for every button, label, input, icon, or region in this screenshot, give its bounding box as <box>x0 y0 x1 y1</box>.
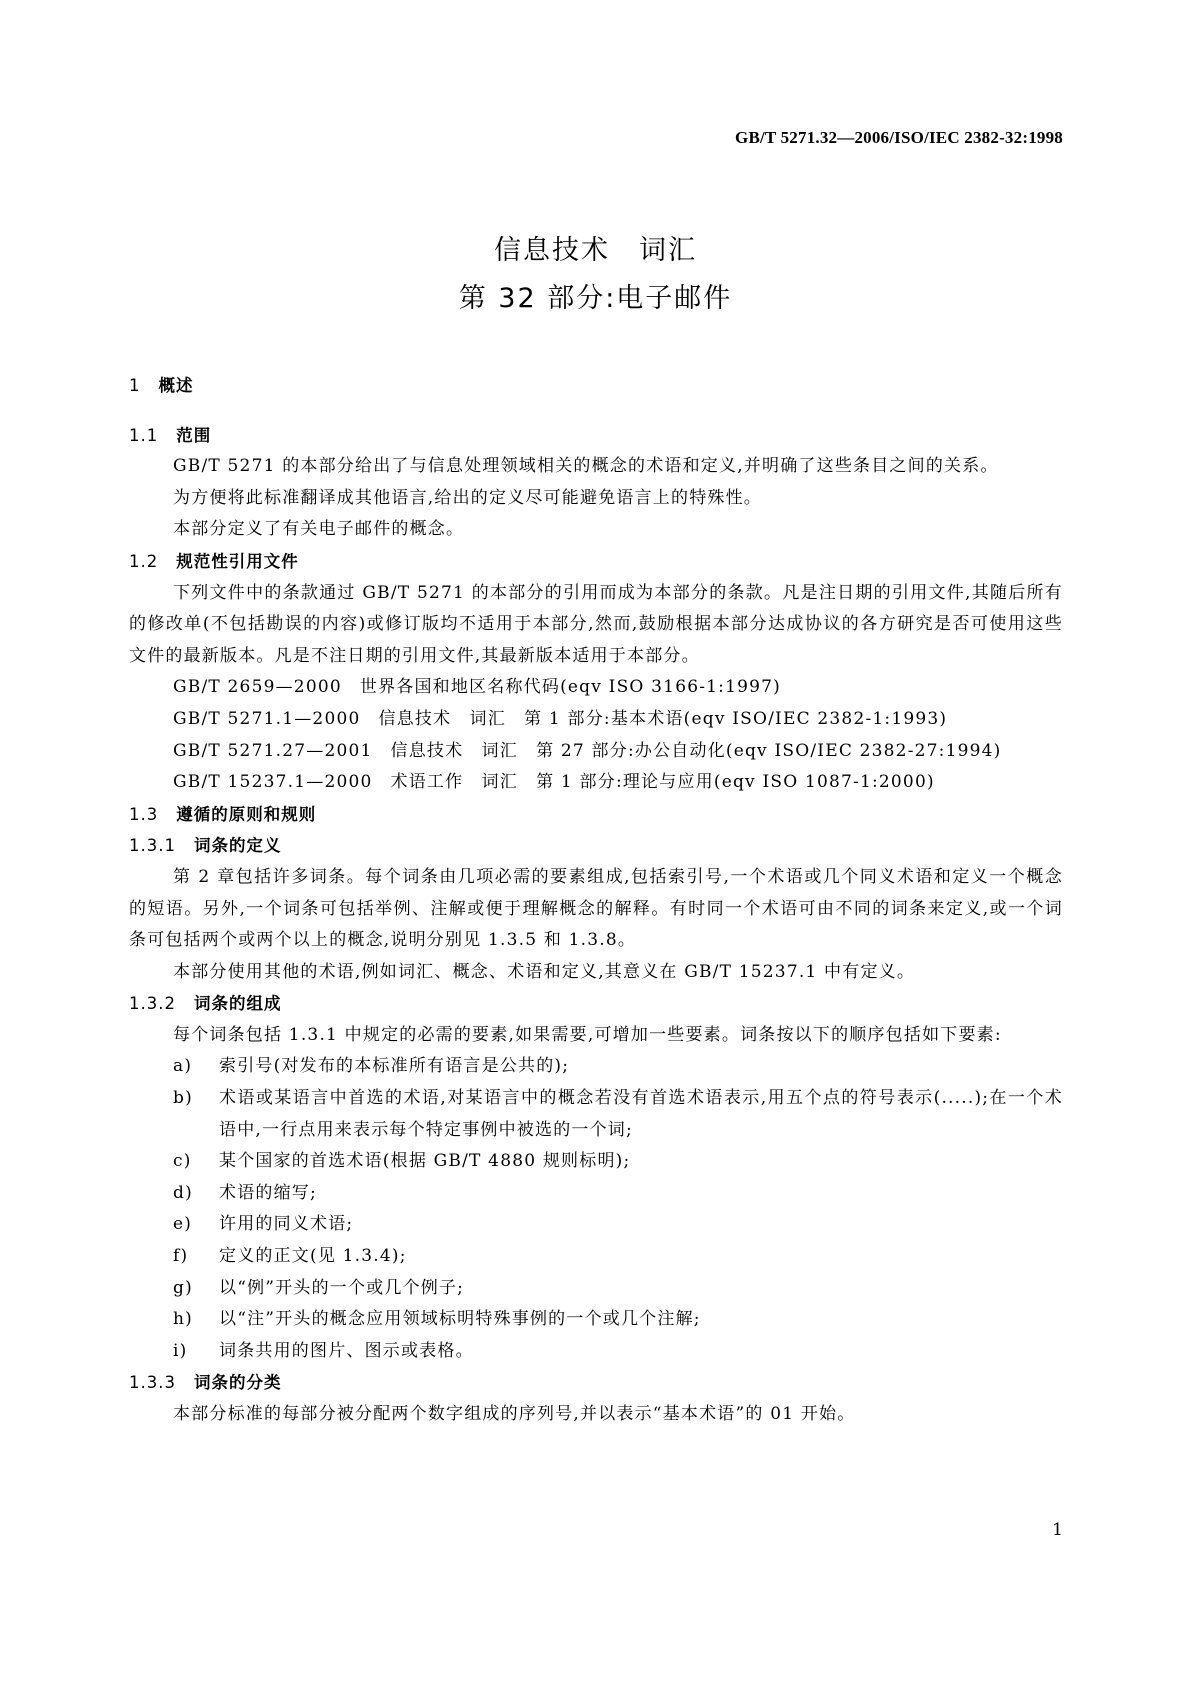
list-item: h) 以“注”开头的概念应用领域标明特殊事例的一个或几个注解; <box>173 1309 701 1330</box>
list-item: b) 术语或某语言中首选的术语,对某语言中的概念若没有首选术语表示,用五个点的符号表示(.....);在一个术语中,一行点用来表示每个特定事例中被选的一个词; <box>173 1088 1063 1140</box>
list-item: f) 定义的正文(见 1.3.4); <box>173 1246 407 1267</box>
document-title: 信息技术 词汇 <box>494 235 697 266</box>
normative-reference: GB/T 5271.1—2000 信息技术 词汇 第 1 部分:基本术语(eqv ISO/IEC 2382-1:1993) <box>173 708 948 729</box>
paragraph: 本部分标准的每部分被分配两个数字组成的序列号,并以表示“基本术语”的 01 开始。 <box>173 1404 856 1424</box>
paragraph: 本部分定义了有关电子邮件的概念。 <box>173 519 465 540</box>
document-subtitle: 第 32 部分:电子邮件 <box>458 283 733 314</box>
section-heading-1-1: 1.1 范围 <box>129 425 212 445</box>
standard-code-header: GB/T 5271.32—2006/ISO/IEC 2382-32:1998 <box>735 128 1063 147</box>
section-heading-1-3: 1.3 遵循的原则和规则 <box>129 804 317 824</box>
paragraph: 下列文件中的条款通过 GB/T 5271 的本部分的引用而成为本部分的条款。凡是注日期的引用文件,其随后所有的修改单(不包括勘误的内容)或修订版均不适用于本部分,然而,鼓励根据本部分达成协议的各方研究是否可使用这些文件的最新版本。凡是不注日期的引用文件,其最新版本适用于本部分。 <box>129 582 1063 666</box>
page-number: 1 <box>1052 1520 1063 1540</box>
section-heading-1: 1 概述 <box>129 376 194 395</box>
paragraph: GB/T 5271 的本部分给出了与信息处理领域相关的概念的术语和定义,并明确了这些条目之间的关系。 <box>173 456 999 477</box>
document-body <box>129 370 1063 1431</box>
section-heading-1-3-3: 1.3.3 词条的分类 <box>129 1373 282 1393</box>
list-item: i) 词条共用的图片、图示或表格。 <box>173 1340 474 1361</box>
list-item: c) 某个国家的首选术语(根据 GB/T 4880 规则标明); <box>173 1151 631 1172</box>
section-heading-1-3-1: 1.3.1 词条的定义 <box>129 836 282 856</box>
section-heading-1-3-2: 1.3.2 词条的组成 <box>129 994 282 1014</box>
list-item: d) 术语的缩写; <box>173 1182 317 1203</box>
paragraph: 每个词条包括 1.3.1 中规定的必需的要素,如果需要,可增加一些要素。词条按以下的顺序包括如下要素: <box>173 1024 1002 1045</box>
list-item: g) 以“例”开头的一个或几个例子; <box>173 1277 465 1298</box>
paragraph: 第 2 章包括许多词条。每个词条由几项必需的要素组成,包括索引号,一个术语或几个同义术语和定义一个概念的短语。另外,一个词条可包括举例、注解或便于理解概念的解释。有时同一个术语可由不同的词条来定义,或一个词条可包括两个或两个以上的概念,说明分别见 1.3.5 和 1.3.8。 <box>129 866 1063 951</box>
normative-reference: GB/T 15237.1—2000 术语工作 词汇 第 1 部分:理论与应用(eqv ISO 1087-1:2000) <box>173 772 935 793</box>
paragraph: 为方便将此标准翻译成其他语言,给出的定义尽可能避免语言上的特殊性。 <box>173 487 763 508</box>
section-heading-1-2: 1.2 规范性引用文件 <box>129 551 299 571</box>
list-item: a) 索引号(对发布的本标准所有语言是公共的); <box>173 1056 570 1077</box>
list-item: e) 许用的同义术语; <box>173 1214 354 1235</box>
normative-reference: GB/T 2659—2000 世界各国和地区名称代码(eqv ISO 3166-1:1997) <box>173 677 782 698</box>
normative-reference: GB/T 5271.27—2001 信息技术 词汇 第 27 部分:办公自动化(eqv ISO/IEC 2382-27:1994) <box>173 740 1002 761</box>
paragraph: 本部分使用其他的术语,例如词汇、概念、术语和定义,其意义在 GB/T 15237.1 中有定义。 <box>173 961 916 982</box>
